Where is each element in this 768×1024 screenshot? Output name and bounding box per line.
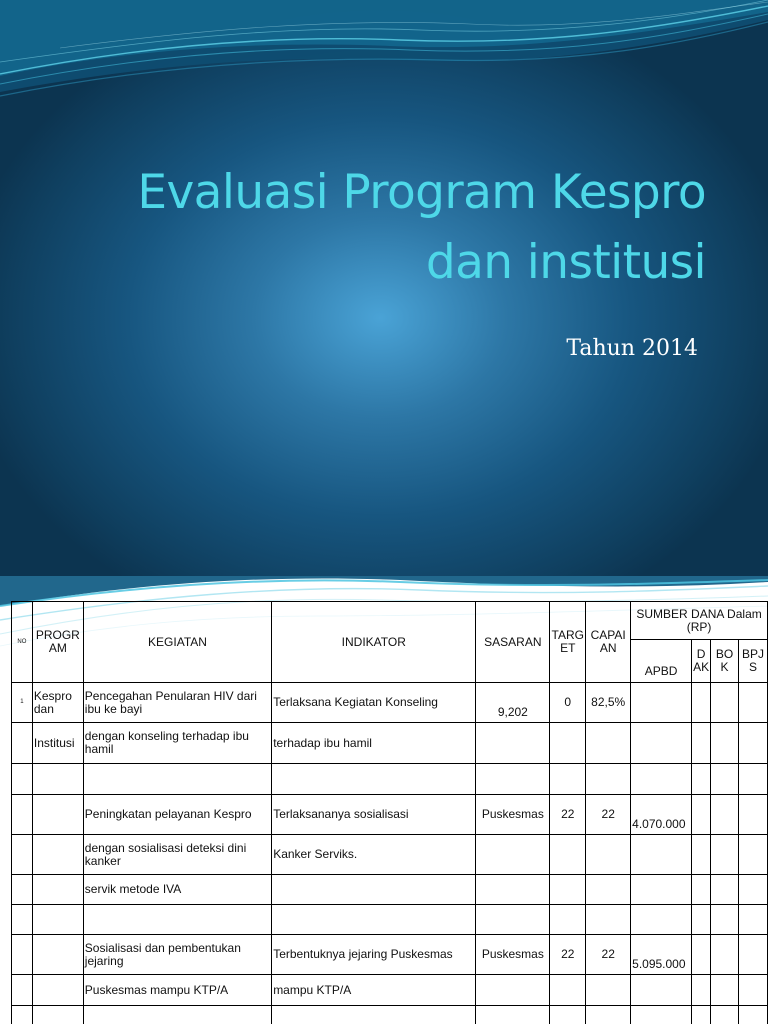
cell-capaian <box>586 723 631 764</box>
cell-kegiatan: dengan konseling terhadap ibu hamil <box>83 723 271 764</box>
header-capaian: CAPAI AN <box>586 602 631 683</box>
cell-indikator: Terbentuknya jejaring Puskesmas <box>272 935 476 975</box>
header-apbd: APBD <box>631 640 692 683</box>
cell-bpjs <box>738 835 767 875</box>
cell-dak <box>692 875 711 905</box>
table-row-partial <box>12 1006 768 1024</box>
cell-program <box>32 835 83 875</box>
cell-indikator: Kanker Serviks. <box>272 835 476 875</box>
cell-capaian: 22 <box>586 935 631 975</box>
table-row <box>12 875 768 905</box>
cell-sasaran <box>476 975 550 1006</box>
cell-empty <box>586 1006 631 1024</box>
cell-program: Institusi <box>32 723 83 764</box>
cell-kegiatan: Peningkatan pelayanan Kespro <box>83 795 271 835</box>
cell-kegiatan: Sosialisasi dan pembentukan jejaring <box>83 935 271 975</box>
cell-bok <box>711 764 739 795</box>
cell-empty <box>692 1006 711 1024</box>
header-sasaran: SASARAN <box>476 602 550 683</box>
cell-bpjs <box>738 764 767 795</box>
cell-bok <box>711 935 739 975</box>
cell-no <box>12 975 33 1006</box>
cell-dak <box>692 935 711 975</box>
cell-sasaran <box>476 723 550 764</box>
header-program: PROGR AM <box>32 602 83 683</box>
cell-sasaran <box>476 875 550 905</box>
cell-no <box>12 875 33 905</box>
cell-apbd <box>631 764 692 795</box>
cell-no <box>12 795 33 835</box>
cell-no <box>12 764 33 795</box>
cell-target: 0 <box>550 683 586 723</box>
cell-capaian <box>586 905 631 935</box>
cell-dak <box>692 975 711 1006</box>
cell-apbd <box>631 975 692 1006</box>
table-row <box>12 795 768 835</box>
table-row <box>12 835 768 875</box>
header-kegiatan: KEGIATAN <box>83 602 271 683</box>
cell-target: 22 <box>550 795 586 835</box>
cell-capaian: 22 <box>586 795 631 835</box>
cell-empty <box>12 1006 33 1024</box>
cell-no <box>12 723 33 764</box>
cell-apbd: 4.070.000 <box>631 795 692 835</box>
cell-apbd <box>631 683 692 723</box>
cell-empty <box>631 1006 692 1024</box>
cell-bok <box>711 683 739 723</box>
table-row <box>12 764 768 795</box>
cell-capaian: 82,5% <box>586 683 631 723</box>
cell-dak <box>692 795 711 835</box>
cell-no: 1 <box>12 683 33 723</box>
header-sumber-dana: SUMBER DANA Dalam (RP) <box>631 602 768 640</box>
header-target: TARG ET <box>550 602 586 683</box>
program-evaluation-table <box>11 601 768 1024</box>
cell-empty <box>32 1006 83 1024</box>
cell-empty <box>711 1006 739 1024</box>
cell-dak <box>692 835 711 875</box>
cell-bok <box>711 835 739 875</box>
cell-empty <box>550 1006 586 1024</box>
cell-bpjs <box>738 935 767 975</box>
cell-indikator <box>272 764 476 795</box>
slide-title-line-1: Evaluasi Program Kespro <box>137 165 706 220</box>
cell-dak <box>692 723 711 764</box>
table-row <box>12 683 768 723</box>
cell-indikator: Terlaksananya sosialisasi <box>272 795 476 835</box>
cell-program <box>32 935 83 975</box>
cell-empty <box>738 1006 767 1024</box>
cell-sasaran <box>476 905 550 935</box>
cell-bok <box>711 795 739 835</box>
cell-bpjs <box>738 975 767 1006</box>
cell-bpjs <box>738 795 767 835</box>
cell-no <box>12 935 33 975</box>
header-indikator: INDIKATOR <box>272 602 476 683</box>
table-row <box>12 935 768 975</box>
cell-kegiatan: Pencegahan Penularan HIV dari ibu ke bayi <box>83 683 271 723</box>
cell-dak <box>692 905 711 935</box>
table-header-row <box>12 602 768 640</box>
cell-bok <box>711 975 739 1006</box>
cell-apbd <box>631 835 692 875</box>
cell-bok <box>711 875 739 905</box>
cell-bpjs <box>738 723 767 764</box>
cell-dak <box>692 764 711 795</box>
cell-no <box>12 905 33 935</box>
cell-indikator: Terlaksana Kegiatan Konseling <box>272 683 476 723</box>
cell-indikator: mampu KTP/A <box>272 975 476 1006</box>
table-row <box>12 975 768 1006</box>
cell-apbd: 5.095.000 <box>631 935 692 975</box>
cell-target: 22 <box>550 935 586 975</box>
cell-bok <box>711 723 739 764</box>
cell-sasaran <box>476 764 550 795</box>
cell-target <box>550 764 586 795</box>
slide-title <box>26 158 706 298</box>
cell-kegiatan: Puskesmas mampu KTP/A <box>83 975 271 1006</box>
cell-program <box>32 875 83 905</box>
slide-title-line-2: dan institusi <box>425 235 706 290</box>
cell-kegiatan: dengan sosialisasi deteksi dini kanker <box>83 835 271 875</box>
cell-sasaran: 9,202 <box>476 683 550 723</box>
cell-capaian <box>586 764 631 795</box>
header-bpjs: BPJ S <box>738 640 767 683</box>
cell-program <box>32 975 83 1006</box>
cell-bpjs <box>738 905 767 935</box>
cell-target <box>550 905 586 935</box>
cell-dak <box>692 683 711 723</box>
cell-bpjs <box>738 875 767 905</box>
cell-capaian <box>586 975 631 1006</box>
cell-target <box>550 835 586 875</box>
cell-program <box>32 905 83 935</box>
cell-sasaran: Puskesmas <box>476 935 550 975</box>
cell-apbd <box>631 875 692 905</box>
cell-capaian <box>586 835 631 875</box>
cell-program <box>32 764 83 795</box>
cell-kegiatan <box>83 764 271 795</box>
cell-indikator: terhadap ibu hamil <box>272 723 476 764</box>
cell-target <box>550 723 586 764</box>
slide-subtitle: Tahun 2014 <box>566 336 698 361</box>
table-row <box>12 905 768 935</box>
cell-bok <box>711 905 739 935</box>
cell-program: Kespro dan <box>32 683 83 723</box>
cell-sasaran <box>476 835 550 875</box>
cell-sasaran: Puskesmas <box>476 795 550 835</box>
cell-indikator <box>272 875 476 905</box>
header-no: NO <box>12 602 33 683</box>
cell-apbd <box>631 723 692 764</box>
cell-target <box>550 975 586 1006</box>
cell-kegiatan: servik metode IVA <box>83 875 271 905</box>
cell-bpjs <box>738 683 767 723</box>
cell-target <box>550 875 586 905</box>
cell-kegiatan <box>83 905 271 935</box>
cell-capaian <box>586 875 631 905</box>
cell-empty <box>83 1006 271 1024</box>
cell-indikator <box>272 905 476 935</box>
table-row <box>12 723 768 764</box>
cell-no <box>12 835 33 875</box>
cell-program <box>32 795 83 835</box>
header-bok: BO K <box>711 640 739 683</box>
table-page <box>0 576 768 1024</box>
cell-empty <box>272 1006 476 1024</box>
cell-apbd <box>631 905 692 935</box>
header-dak: D AK <box>692 640 711 683</box>
cell-empty <box>476 1006 550 1024</box>
